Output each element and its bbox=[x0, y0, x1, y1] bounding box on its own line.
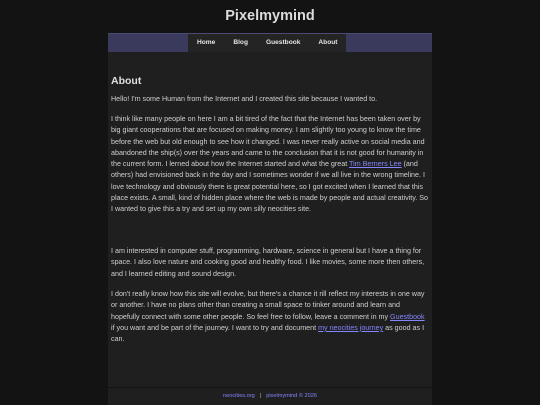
motivation-paragraph bbox=[111, 114, 429, 216]
footer-separator: | bbox=[259, 393, 262, 399]
nav-menu bbox=[188, 34, 346, 52]
plans-paragraph bbox=[111, 289, 429, 345]
navbar bbox=[108, 33, 432, 53]
paragraph-text: if you want and be part of the journey. I want to try and document bbox=[111, 323, 319, 332]
nav-home-link[interactable]: Home bbox=[197, 39, 216, 46]
neocities-journey-link[interactable]: my neocities journey bbox=[318, 323, 384, 332]
guestbook-link[interactable]: Guestbook bbox=[390, 312, 425, 321]
paragraph-text: (and others) had envisioned back in the day and I sometimes wonder if we all live in the wrong timeline. I love technology and obviously there is great potential here, so I got excited when I learned that this place exists. A small, kind of hidden place where the web is made by people and actual creativity. So I wanted to give this a try and set up my own silly neocities site. bbox=[111, 160, 429, 214]
main-content bbox=[108, 52, 432, 387]
intro-paragraph: Hello! I'm some Human from the Internet and I created this site because I wanted to. bbox=[111, 95, 378, 103]
paragraph-text: I think like many people on here I am a bit tired of the fact that the Internet has been taken over by big giant cooperations that are focused on making money. I am slightly too young to know the time before the web but old enough to see how it changed. I was never really active on social media and abandoned the ship(s) over the years and came to the conclusion that it is not good for humanity in the current form. I lerned about how the Internet started and what the great bbox=[111, 115, 425, 169]
paragraph-text: I don't really know how this site will evolve, but there's a chance it rill reflect my interests in one way or another. I have no plans other than creating a small space to tinker around and learn and hopefully connect with some other people. So feel free to follow, leave a comment in my bbox=[111, 290, 425, 321]
nav-guestbook-link[interactable]: Guestbook bbox=[265, 39, 301, 46]
nav-about-link[interactable]: About bbox=[318, 39, 338, 46]
nav-blog-link[interactable]: Blog bbox=[233, 39, 248, 46]
section-heading: About bbox=[111, 75, 142, 87]
neocities-link[interactable]: neocities.org bbox=[223, 393, 255, 399]
footer bbox=[108, 388, 432, 405]
tim-berners-lee-link[interactable]: Tim Berners Lee bbox=[349, 160, 402, 169]
interests-paragraph: I am interested in computer stuff, programming, hardware, science in general but I have a thing for space. I also love nature and cooking good and healthy food. I like movies, some more then others, and I learned editing and sound design. bbox=[111, 247, 425, 278]
site-title: Pixelmymind bbox=[225, 8, 315, 24]
paragraph-text: as good as I can. bbox=[111, 323, 425, 344]
copyright-link[interactable]: pixelmymind © 2026 bbox=[266, 393, 317, 399]
